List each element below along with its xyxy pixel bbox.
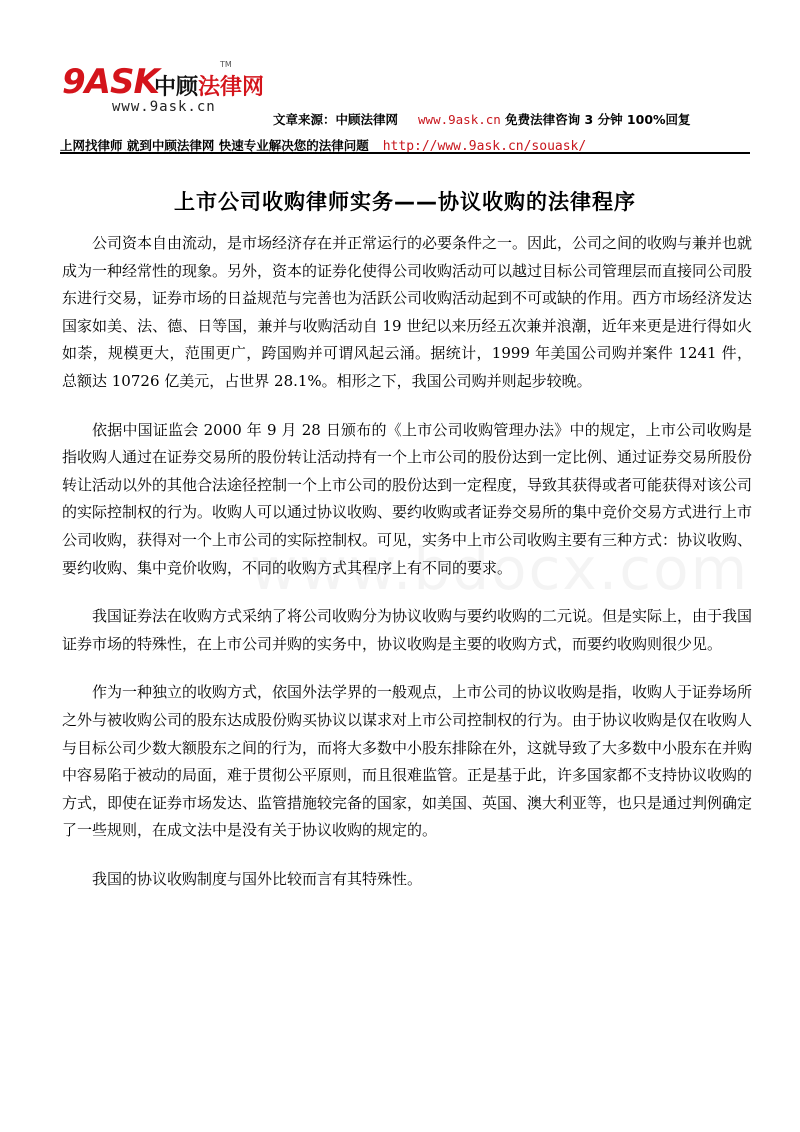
slogan-url-link[interactable]: http://www.9ask.cn/souask/	[382, 139, 587, 154]
header-divider	[60, 152, 750, 154]
trademark-mark: TM	[220, 60, 232, 69]
source-line	[273, 110, 691, 128]
logo-brand	[154, 70, 264, 101]
paragraph-5: 我国的协议收购制度与国外比较而言有其特殊性。	[92, 869, 423, 888]
source-label: 文章来源：中顾法律网	[273, 112, 399, 127]
source-tagline: 免费法律咨询 3 分钟 100%回复	[505, 112, 691, 127]
paragraph-2: 依据中国证监会 2000 年 9 月 28 日颁布的《上市公司收购管理办法》中的规定，上市公司收购是指收购人通过在证券交易所的股份转让活动持有一个上市公司的股份达到一定比例、通过证券交易所股份转让活动以外的其他合法途径控制一个上市公司的股份达到一定程度，导致其获得或者可能获得对该公司的实际控制权的行为。收购人可以通过协议收购、要约收购或者证券交易所的集中竞价交易方式进行上市公司收购，获得对一个上市公司的实际控制权。可见，实务中上市公司收购主要有三种方式：协议收购、要约收购、集中竞价收购，不同的收购方式其程序上有不同的要求。	[62, 420, 753, 577]
slogan-text: 上网找律师 就到中顾法律网 快速专业解决您的法律问题	[60, 138, 369, 153]
site-logo[interactable]	[60, 62, 290, 118]
source-url-link[interactable]: www.9ask.cn	[418, 112, 501, 127]
paragraph-1: 公司资本自由流动，是市场经济存在并正常运行的必要条件之一。因此，公司之间的收购与兼并也就成为一种经常性的现象。另外，资本的证券化使得公司收购活动可以越过目标公司管理层而直接同公司股东进行交易，证券市场的日益规范与完善也为活跃公司收购活动起到不可或缺的作用。西方市场经济发达国家如美、法、德、日等国，兼并与收购活动自 19 世纪以来历经五次兼并浪潮，近年来更是进行得如火如荼，规模更大，范围更广，跨国购并可谓风起云涌。据统计，1999 年美国公司购并案件 1241 件，总额达 10726 亿美元，占世界 28.1%。相形之下，我国公司购并则起步较晚。	[62, 234, 753, 390]
logo-mark: 9ASK	[62, 62, 159, 102]
paragraph-4: 作为一种独立的收购方式，依国外法学界的一般观点，上市公司的协议收购是指，收购人于证券场所之外与被收购公司的股东达成股份购买协议以谋求对上市公司控制权的行为。由于协议收购是仅在收购人与目标公司少数大额股东之间的行为，而将大多数中小股东排除在外，这就导致了大多数中小股东在并购中容易陷于被动的局面，难于贯彻公平原则，而且很难监管。正是基于此，许多国家都不支持协议收购的方式，即使在证券市场发达、监管措施较完备的国家，如美国、英国、澳大利亚等，也只是通过判例确定了一些规则，在成文法中是没有关于协议收购的规定的。	[62, 683, 753, 840]
article-body	[62, 230, 752, 914]
logo-brand-law: 法律网	[198, 75, 265, 100]
paragraph-3: 我国证券法在收购方式采纳了将公司收购分为协议收购与要约收购的二元说。但是实际上，由于我国证券市场的特殊性，在上市公司并购的实务中，协议收购是主要的收购方式，而要约收购则很少见。	[62, 607, 753, 653]
logo-brand-cn: 中顾	[154, 75, 199, 100]
logo-url: www.9ask.cn	[112, 99, 216, 115]
article-title: 上市公司收购律师实务——协议收购的法律程序	[174, 190, 636, 215]
page-header	[60, 62, 750, 157]
